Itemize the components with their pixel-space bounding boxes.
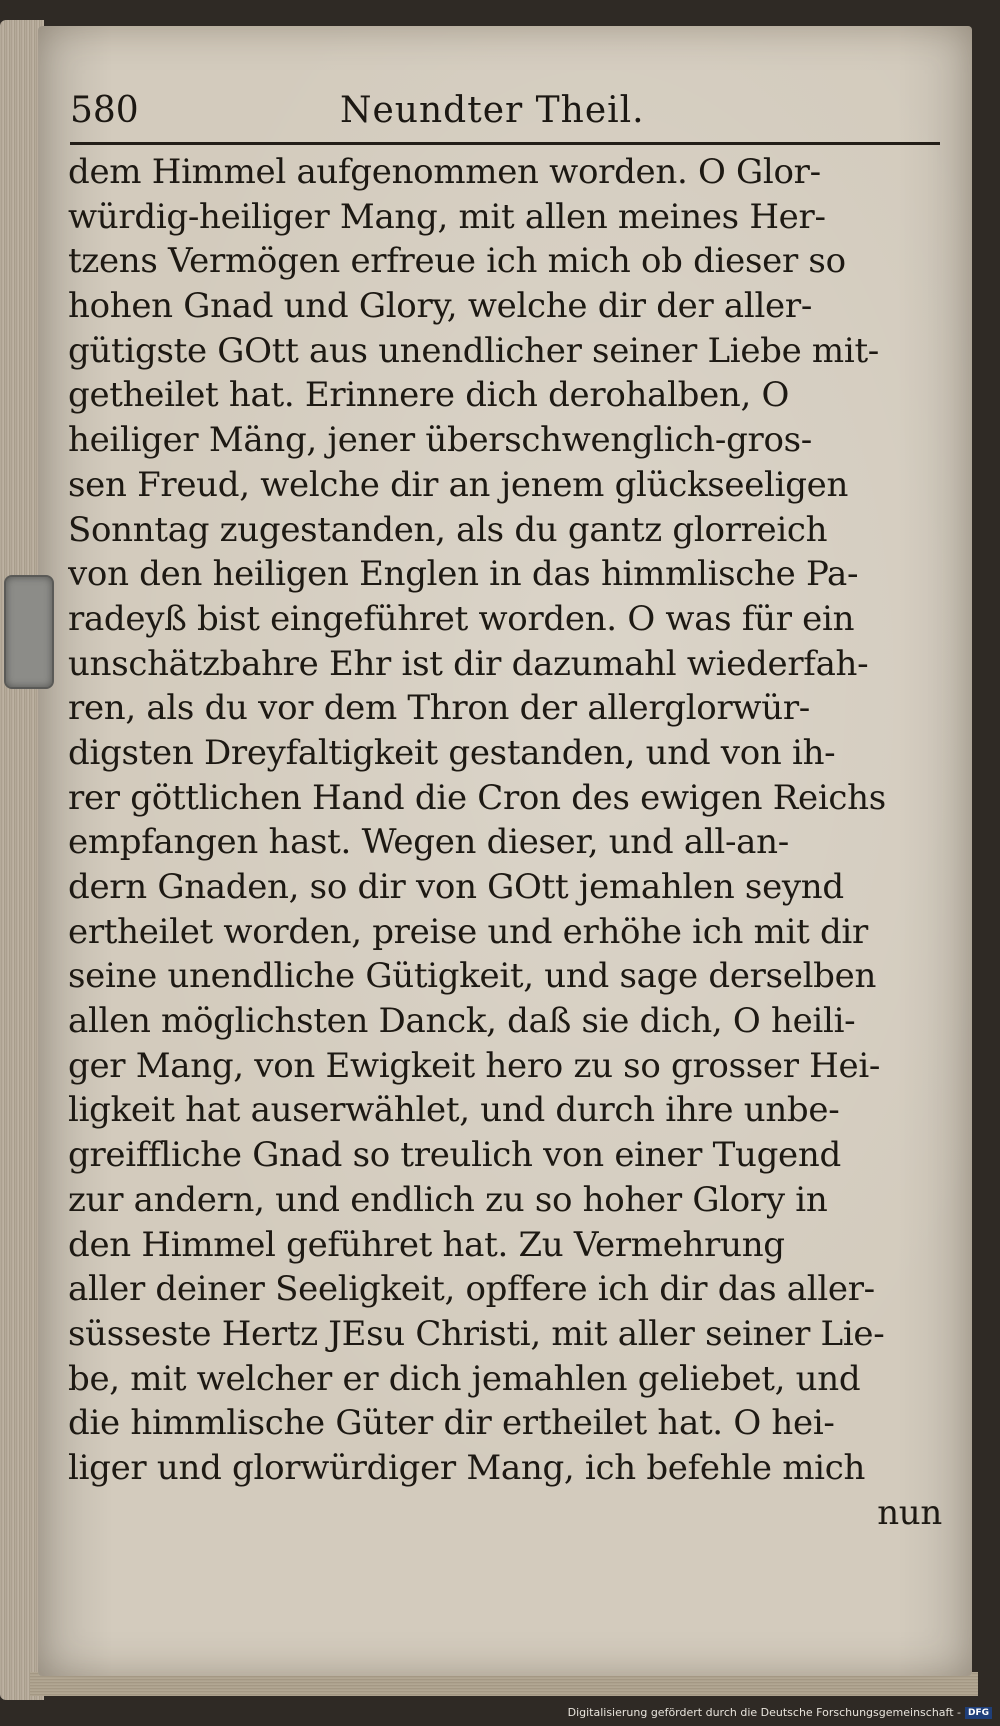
page-header (70, 82, 938, 138)
digitization-credit (568, 1706, 992, 1719)
text-line: ligkeit hat auserwählet, und durch ihre unbe- (68, 1090, 840, 1131)
text-line: tzens Vermögen erfreue ich mich ob dieser so (68, 241, 846, 282)
text-line: würdig-heiliger Mang, mit allen meines Her- (68, 196, 826, 237)
text-line: ger Mang, von Ewigkeit hero zu so grosser Hei- (68, 1045, 881, 1086)
text-line: greiffliche Gnad so treulich von einer Tugend (68, 1135, 841, 1176)
text-line: digsten Dreyfaltigkeit gestanden, und von ih- (68, 732, 836, 773)
text-line: heiliger Mäng, jener überschwenglich-gros- (68, 420, 813, 461)
body-text (68, 150, 942, 1590)
text-line: seine unendliche Gütigkeit, und sage derselben (68, 956, 877, 997)
text-line: liger und glorwürdiger Mang, ich befehle mich (68, 1447, 866, 1488)
text-line: rer göttlichen Hand die Cron des ewigen Reichs (68, 777, 886, 818)
running-title: Neundter Theil. (340, 90, 645, 131)
text-line: dem Himmel aufgenommen worden. O Glor- (68, 152, 821, 192)
text-line: empfangen hast. Wegen dieser, und all-an- (68, 822, 789, 863)
text-line: gütigste GOtt aus unendlicher seiner Liebe mit- (68, 330, 879, 371)
text-line: radeyß bist eingeführet worden. O was für ein (68, 598, 855, 639)
text-line: zur andern, und endlich zu so hoher Glory in (68, 1179, 828, 1220)
text-line: ren, als du vor dem Thron der allerglorwür- (68, 688, 810, 729)
text-line: die himmlische Güter dir ertheilet hat. O hei- (68, 1403, 835, 1444)
dfg-logo: DFG (965, 1707, 992, 1719)
credit-text: Digitalisierung gefördert durch die Deutsche Forschungsgemeinschaft - (567, 1706, 961, 1719)
text-line: dern Gnaden, so dir von GOtt jemahlen seynd (68, 867, 844, 907)
header-rule (70, 142, 940, 145)
text-line: allen möglichsten Danck, daß sie dich, O heili- (68, 1001, 856, 1042)
text-line: unschätzbahre Ehr ist dir dazumahl wiederfah- (68, 643, 869, 684)
book-clasp (4, 575, 54, 689)
text-line: Sonntag zugestanden, als du gantz glorreich (68, 509, 828, 550)
text-line: aller deiner Seeligkeit, opffere ich dir das aller- (68, 1269, 875, 1310)
text-line: hohen Gnad und Glory, welche dir der aller- (68, 286, 813, 327)
text-line: getheilet hat. Erinnere dich derohalben, O (68, 375, 790, 416)
text-line: sen Freud, welche dir an jenem glückseeligen (68, 464, 849, 505)
text-line: den Himmel geführet hat. Zu Vermehrung (68, 1224, 785, 1265)
text-line: ertheilet worden, preise und erhöhe ich mit dir (68, 911, 868, 952)
text-line: süsseste Hertz JEsu Christi, mit aller seiner Lie- (68, 1313, 885, 1354)
page-number: 580 (70, 90, 139, 131)
text-line: be, mit welcher er dich jemahlen geliebet, und (68, 1358, 861, 1399)
catchword: nun (877, 1492, 942, 1533)
text-line: von den heiligen Englen in das himmlische Pa- (68, 554, 859, 595)
